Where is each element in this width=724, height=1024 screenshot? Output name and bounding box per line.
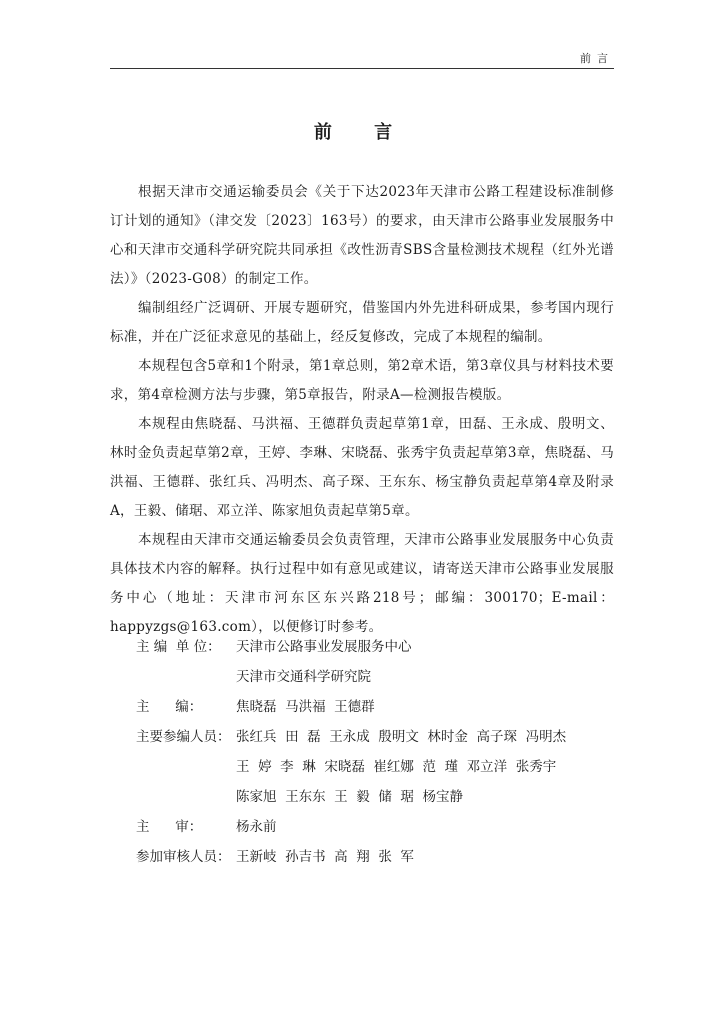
credit-value: 张红兵 田 磊 王永成 殷明文 林时金 高子琛 冯明杰	[236, 729, 567, 745]
preface-paragraph: 本规程由焦晓磊、马洪福、王德群负责起草第1章，田磊、王永成、殷明文、林时金负责起草第2章，王婷、李琳、宋晓磊、张秀宇负责起草第3章，焦晓磊、马洪福、王德群、张红兵、冯明杰、高子琛、王东东、杨宝静负责起草第4章及附录A，王毅、储琚、邓立洋、陈家旭负责起草第5章。	[110, 416, 614, 519]
credit-label: 主 编 单 位：	[136, 639, 221, 655]
running-header-title: 前言	[580, 52, 614, 65]
credit-contributors	[136, 722, 566, 812]
credit-values	[236, 632, 412, 692]
credit-label: 参加审核人员：	[136, 849, 231, 865]
credit-label: 主要参编人员：	[136, 729, 231, 745]
preface-paragraph: 编制组经广泛调研、开展专题研究，借鉴国内外先进科研成果，参考国内现行标准，并在广泛征求意见的基础上，经反复修改，完成了本规程的编制。	[110, 300, 614, 345]
credit-value: 杨永前	[236, 819, 277, 835]
credit-chief-editors	[136, 692, 566, 722]
credit-editor-unit	[136, 632, 566, 692]
preface-paragraph: 本规程由天津市交通运输委员会负责管理，天津市公路事业发展服务中心负责具体技术内容的解释。执行过程中如有意见或建议，请寄送天津市公路事业发展服务中心（地址：天津市河东区东兴路218号；邮编：300170；E-mail：happyzgs@163.com），以便修订时参考。	[110, 532, 614, 635]
credit-values	[236, 722, 566, 812]
running-header	[110, 48, 614, 69]
credit-reviewers	[136, 842, 566, 872]
credit-value: 焦晓磊 马洪福 王德群	[236, 699, 375, 715]
credit-value: 王 婷 李 琳 宋晓磊 崔红娜 范 瑾 邓立洋 张秀宇	[236, 759, 557, 775]
credit-value: 天津市公路事业发展服务中心	[236, 639, 412, 655]
credit-label: 主 审：	[136, 819, 203, 835]
credit-values	[236, 812, 277, 842]
credit-chief-reviewer	[136, 812, 566, 842]
preface-paragraph: 本规程包含5章和1个附录，第1章总则，第2章术语，第3章仪具与材料技术要求，第4章检测方法与步骤，第5章报告，附录A—检测报告模版。	[110, 358, 614, 403]
credits-list	[136, 632, 566, 872]
preface-paragraph: 根据天津市交通运输委员会《关于下达2023年天津市公路工程建设标准制修订计划的通知》（津交发〔2023〕163号）的要求，由天津市公路事业发展服务中心和天津市交通科学研究院共同承担《改性沥青SBS含量检测技术规程（红外光谱法）》（2023-G08）的制定工作。	[110, 184, 614, 287]
credit-value: 天津市交通科学研究院	[236, 669, 371, 685]
credit-value: 王新岐 孙吉书 高 翔 张 军	[236, 849, 414, 865]
credit-value: 陈家旭 王东东 王 毅 储 琚 杨宝静	[236, 789, 463, 805]
credit-values	[236, 692, 375, 722]
credit-label: 主 编：	[136, 699, 203, 715]
credit-values	[236, 842, 414, 872]
page-title: 前 言	[313, 122, 411, 143]
preface-body	[110, 178, 614, 642]
